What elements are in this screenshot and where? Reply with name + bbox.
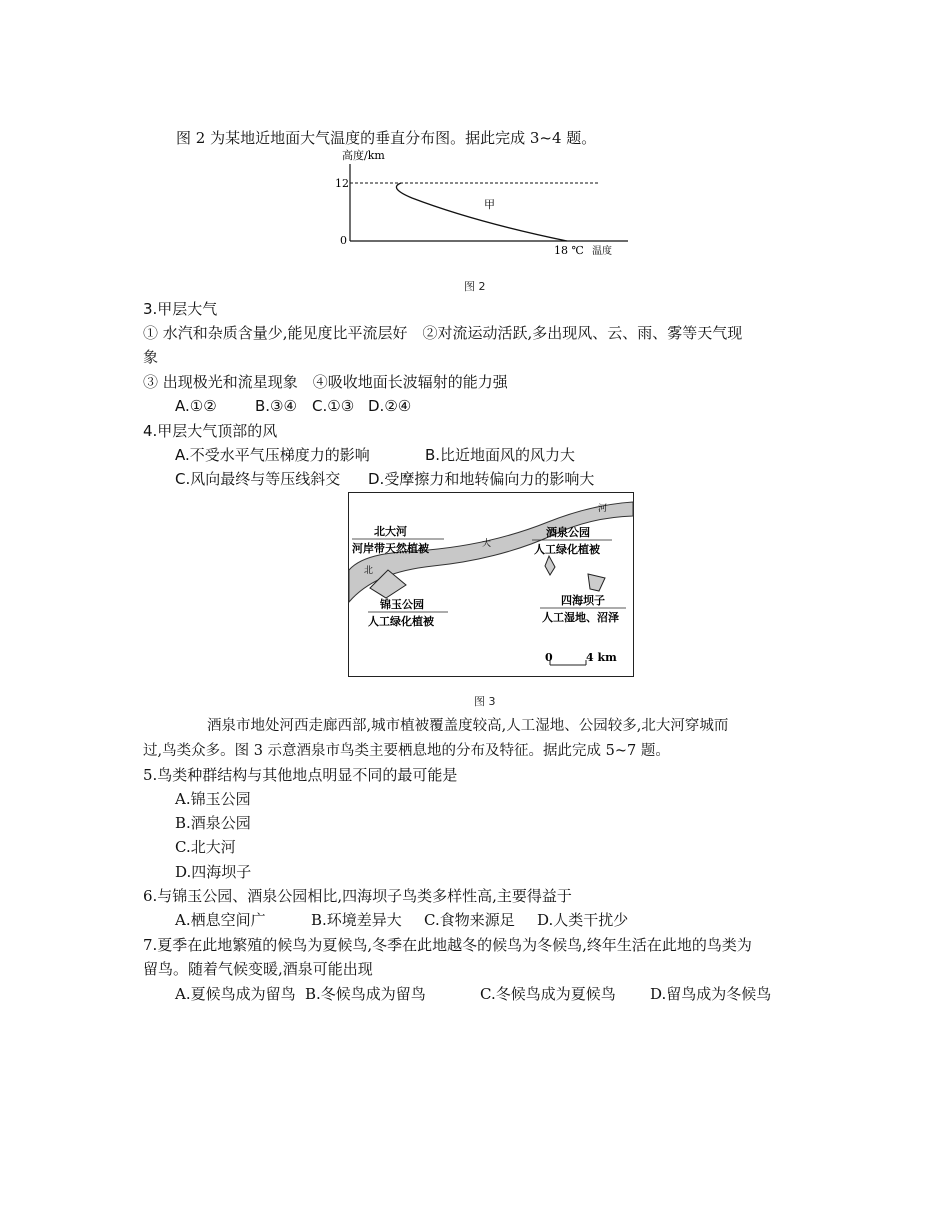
fig3-sihai-desc: 人工湿地、沼泽: [542, 611, 619, 624]
fig3-map: [348, 492, 635, 678]
q7-option-a[interactable]: A.夏候鸟成为留鸟: [175, 985, 296, 1003]
fig3-scale-km: 4 km: [586, 651, 617, 664]
q3-option-a[interactable]: A.①②: [175, 397, 217, 415]
fig2-x-value: 18 ℃: [554, 244, 584, 257]
q5-option-b[interactable]: B.酒泉公园: [175, 814, 251, 832]
q7-stem-line-2: 留鸟。随着气候变暖,酒泉可能出现: [143, 960, 373, 978]
fig3-scale-zero: 0: [545, 651, 553, 664]
q3-option-c[interactable]: C.①③: [312, 397, 355, 415]
fig3-intro-line-2: 过,鸟类众多。图 3 示意酒泉市鸟类主要栖息地的分布及特征。据此完成 5~7 题。: [143, 743, 670, 759]
q6-option-d[interactable]: D.人类干扰少: [537, 911, 629, 929]
fig3-north-river-name: 北大河: [374, 525, 407, 538]
q3-statement-1: ① 水汽和杂质含量少,能见度比平流层好 ②对流运动活跃,多出现风、云、雨、雾等天气现: [143, 324, 743, 342]
fig3-north-river-desc: 河岸带天然植被: [352, 542, 429, 555]
q7-option-c[interactable]: C.冬候鸟成为夏候鸟: [480, 985, 616, 1003]
fig2-tick-0: 0: [340, 234, 347, 247]
fig2-chart: [330, 146, 630, 261]
q6-stem: 6.与锦玉公园、酒泉公园相比,四海坝子鸟类多样性高,主要得益于: [143, 887, 572, 905]
q5-stem: 5.鸟类种群结构与其他地点明显不同的最可能是: [143, 766, 458, 784]
fig2-tick-12: 12: [335, 177, 349, 190]
q7-stem-line-1: 7.夏季在此地繁殖的候鸟为夏候鸟,冬季在此地越冬的候鸟为冬候鸟,终年生活在此地的鸟类为: [143, 936, 752, 954]
q5-option-d[interactable]: D.四海坝子: [175, 863, 252, 881]
q3-statement-2: ③ 出现极光和流星现象 ④吸收地面长波辐射的能力强: [143, 373, 508, 391]
fig2-layer-label: 甲: [484, 198, 495, 211]
fig3-river-char-he: 河: [598, 504, 608, 514]
q6-option-c[interactable]: C.食物来源足: [424, 911, 515, 929]
fig2-y-label: 高度/km: [342, 149, 385, 162]
q3-option-b[interactable]: B.③④: [255, 397, 297, 415]
fig3-jiuquan-park-name: 酒泉公园: [546, 526, 590, 539]
fig3-river-char-bei: 北: [364, 566, 374, 576]
q7-option-d[interactable]: D.留鸟成为冬候鸟: [650, 985, 772, 1003]
q4-option-d[interactable]: D.受摩擦力和地转偏向力的影响大: [368, 470, 595, 488]
q4-option-b[interactable]: B.比近地面风的风力大: [425, 446, 576, 464]
q6-option-b[interactable]: B.环境差异大: [311, 911, 402, 929]
fig3-caption: 图 3: [474, 695, 496, 708]
q6-option-a[interactable]: A.栖息空间广: [175, 911, 266, 929]
fig3-jinyu-park-name: 锦玉公园: [380, 598, 424, 611]
fig2-caption: 图 2: [464, 280, 486, 293]
q7-option-b[interactable]: B.冬候鸟成为留鸟: [305, 985, 426, 1003]
q3-statement-1-cont: 象: [143, 348, 159, 366]
q5-option-c[interactable]: C.北大河: [175, 838, 236, 856]
q4-stem: 4.甲层大气顶部的风: [143, 422, 278, 440]
q3-stem: 3.甲层大气: [143, 300, 218, 318]
fig2-intro: 图 2 为某地近地面大气温度的垂直分布图。据此完成 3~4 题。: [176, 129, 597, 147]
q4-option-a[interactable]: A.不受水平气压梯度力的影响: [175, 446, 370, 464]
fig3-river-char-da: 大: [482, 539, 492, 549]
fig2-x-label: 温度: [592, 246, 612, 257]
fig3-sihai-name: 四海坝子: [561, 594, 605, 607]
q5-option-a[interactable]: A.锦玉公园: [175, 790, 251, 808]
q3-option-d[interactable]: D.②④: [368, 397, 412, 415]
fig3-jiuquan-park-desc: 人工绿化植被: [534, 543, 600, 556]
fig2-temperature-curve: [396, 183, 567, 241]
fig3-intro-line-1: 酒泉市地处河西走廊西部,城市植被覆盖度较高,人工湿地、公园较多,北大河穿城而: [207, 718, 729, 734]
q4-option-c[interactable]: C.风向最终与等压线斜交: [175, 470, 341, 488]
fig3-jinyu-park-desc: 人工绿化植被: [368, 615, 434, 628]
